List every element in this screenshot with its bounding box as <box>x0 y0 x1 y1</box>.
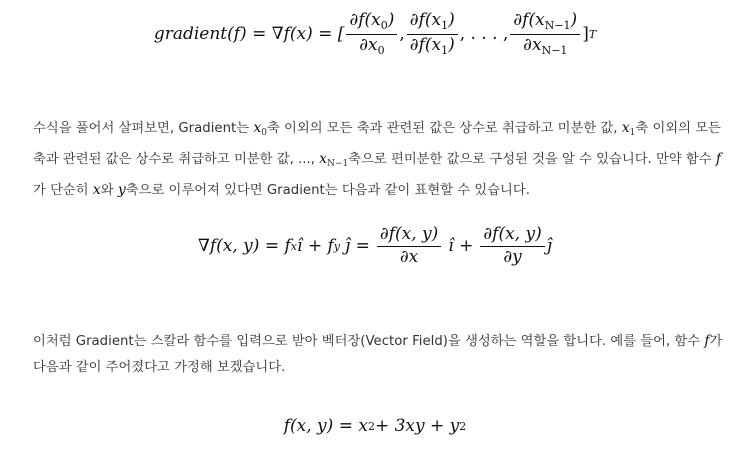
comma: , <box>399 24 405 44</box>
subscript: N−1 <box>541 43 568 57</box>
math-subscript: 0 <box>261 128 267 138</box>
paren: ) <box>448 9 455 30</box>
subscript: y <box>333 239 340 253</box>
frac-denominator: ∂x <box>523 34 542 55</box>
superscript: 2 <box>367 419 375 433</box>
frac-denominator: ∂x <box>359 34 378 55</box>
gradient-2d-lhs: ∇f(x, y) = f <box>197 236 291 256</box>
subscript: 1 <box>441 18 449 32</box>
frac-denominator: ∂f(x <box>409 34 442 55</box>
subscript: 1 <box>441 43 449 57</box>
math-subscript: 1 <box>629 128 636 138</box>
gradient-2d-equation <box>0 220 750 272</box>
math-var: x <box>319 151 328 167</box>
text-span: 이처럼 Gradient는 스칼라 함수를 입력으로 받아 벡터장(Vector Field)을 생성하는 역할을 합니다. 예를 들어, 함수 <box>33 334 705 349</box>
unit-vector-i: î + f <box>296 236 334 256</box>
subscript: x <box>290 239 297 253</box>
partial-fraction-dx <box>377 225 441 267</box>
paren: ) <box>387 9 395 30</box>
partial-fraction-dy <box>480 225 544 267</box>
text-span: 와 <box>100 183 118 198</box>
partial-fraction-xn <box>510 11 580 57</box>
frac-numerator: ∂f(x <box>409 9 442 30</box>
explanation-paragraph-2 <box>33 328 723 381</box>
transpose-superscript: T <box>588 27 597 41</box>
partial-fraction-x1 <box>407 11 458 57</box>
frac-numerator: ∂f(x, y) <box>379 223 439 244</box>
frac-numerator: ∂f(x, y) <box>483 223 542 244</box>
text-span: 가 단순히 <box>33 183 93 198</box>
math-var: x <box>621 120 630 136</box>
math-var: f <box>704 333 710 349</box>
paren: ) <box>570 9 578 30</box>
subscript: N−1 <box>544 18 571 32</box>
subscript: 0 <box>380 18 388 32</box>
math-var: f <box>715 151 722 167</box>
math-var: x <box>253 120 262 136</box>
frac-denominator: ∂x <box>399 246 419 267</box>
text-span: 축으로 이루어져 있다면 Gradient는 다음과 같이 표현할 수 있습니다. <box>125 183 530 198</box>
paren: ) <box>448 34 455 55</box>
example-function-equation <box>0 408 750 444</box>
subscript: 0 <box>377 43 385 57</box>
unit-vector-j: ĵ = <box>344 236 370 256</box>
text-span: 축 이외의 모든 축과 관련된 값은 상수로 취급하고 미분한 값, <box>266 121 622 136</box>
text-span: 축으로 편미분한 값으로 구성된 것을 알 수 있습니다. 만약 함수 <box>348 152 716 167</box>
partial-fraction-x0 <box>346 11 397 57</box>
math-subscript: N−1 <box>327 159 349 169</box>
close-bracket: ] <box>582 24 589 44</box>
example-fn-mid: + 3xy + y <box>374 416 460 436</box>
ellipsis: , . . . , <box>459 24 509 44</box>
text-span: 수식을 풀어서 살펴보면, Gradient는 <box>33 121 254 136</box>
frac-numerator: ∂f(x <box>513 9 545 30</box>
example-fn-lhs: f(x, y) = x <box>283 416 368 436</box>
gradient-lhs: gradient(f) = ∇f(x) = [ <box>153 24 345 44</box>
text-span: 축 이외의 모든 축과 관련된 값은 상수로 취급하고 미분한 값, ..., <box>33 121 721 167</box>
frac-numerator: ∂f(x <box>349 9 381 30</box>
frac-denominator: ∂y <box>503 246 522 267</box>
math-var: x <box>92 182 101 198</box>
superscript: 2 <box>459 419 467 433</box>
text-span: 가 다음과 같이 주어졌다고 가정해 보겠습니다. <box>33 334 723 375</box>
gradient-definition-equation <box>0 8 750 60</box>
explanation-paragraph-1 <box>33 115 723 204</box>
unit-vector-j: ĵ <box>546 236 552 256</box>
math-var: y <box>117 182 126 198</box>
unit-vector-i: î + <box>448 236 474 256</box>
